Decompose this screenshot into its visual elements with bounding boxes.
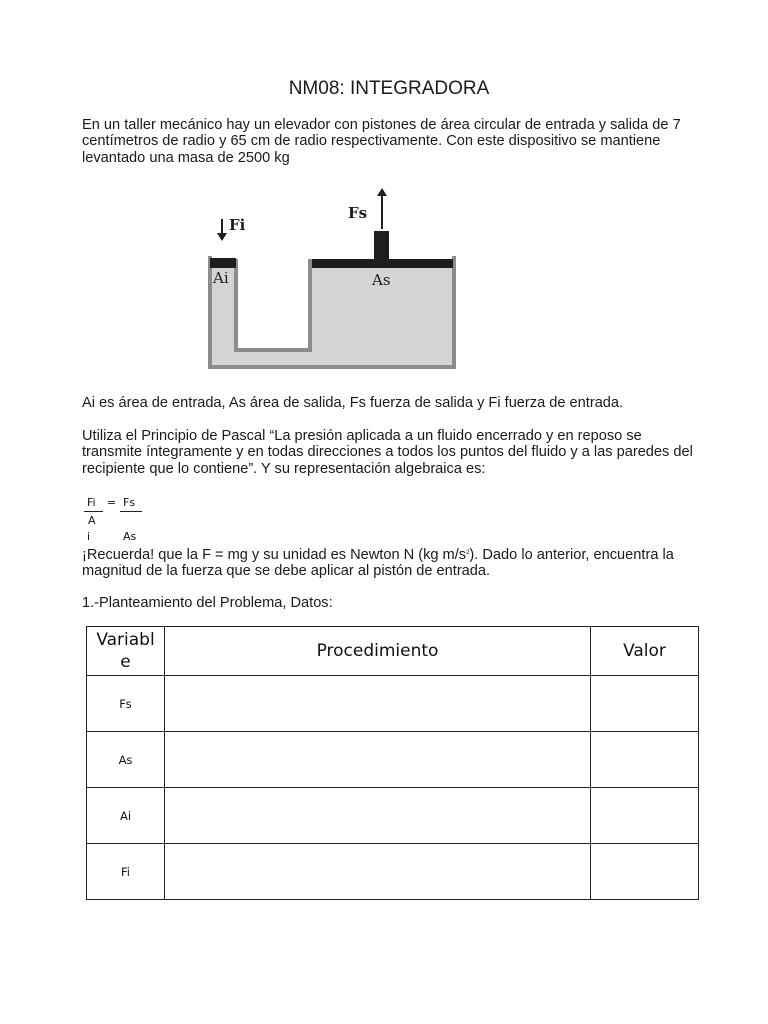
cell-procedimiento[interactable]	[165, 676, 591, 732]
pascal-principle: Utiliza el Principio de Pascal “La presión aplicada a un fluido encerrado y en reposo se transmite íntegramente y en todas direcciones a todos los puntos del fluido y a las paredes del recipiente que lo contiene”. Y su representación algebraica es:	[82, 428, 693, 477]
label-fs: Fs	[348, 204, 368, 222]
cell-procedimiento[interactable]	[165, 732, 591, 788]
problem-statement: En un taller mecánico hay un elevador con pistones de área circular de entrada y salida de 7 centímetros de radio y 65 cm de radio respectivamente. Con este dispositivo se mantiene levantado una masa de 2500 kg	[82, 117, 681, 166]
table-row	[87, 676, 699, 732]
input-force-arrowhead	[217, 233, 227, 241]
formula-fs: Fs	[123, 496, 136, 509]
cell-variable: As	[87, 732, 165, 788]
fraction-bar-right	[120, 511, 142, 512]
figure-legend: Ai es área de entrada, As área de salida, Fs fuerza de salida y Fi fuerza de entrada.	[82, 395, 624, 411]
reminder-text	[82, 545, 702, 580]
cell-valor[interactable]	[591, 788, 699, 844]
cell-variable: Ai	[87, 788, 165, 844]
header-variable: Variable	[87, 627, 165, 676]
formula-i: i	[87, 530, 91, 543]
input-piston	[210, 258, 236, 268]
formula-fi: Fi	[87, 496, 96, 509]
hydraulic-press-figure	[200, 182, 460, 377]
output-piston-rod	[374, 231, 389, 260]
cell-variable: Fs	[87, 676, 165, 732]
cell-procedimiento[interactable]	[165, 844, 591, 900]
label-ai: Ai	[213, 269, 229, 287]
header-valor: Valor	[591, 627, 699, 676]
cell-valor[interactable]	[591, 844, 699, 900]
table-row	[87, 788, 699, 844]
cell-procedimiento[interactable]	[165, 788, 591, 844]
data-table	[86, 626, 699, 900]
table-header-row	[87, 627, 699, 676]
page-title: NM08: INTEGRADORA	[288, 78, 490, 99]
header-procedimiento: Procedimiento	[165, 627, 591, 676]
cell-valor[interactable]	[591, 676, 699, 732]
cell-variable: Fi	[87, 844, 165, 900]
step-heading: 1.-Planteamiento del Problema, Datos:	[82, 595, 333, 611]
formula-a: A	[88, 514, 96, 527]
output-force-arrowhead	[377, 188, 387, 196]
formula-as: As	[123, 530, 137, 543]
formula-equals: =	[107, 496, 117, 509]
table-row	[87, 732, 699, 788]
output-piston	[312, 259, 453, 268]
label-as: As	[372, 271, 391, 289]
reminder-superscript: 2	[466, 550, 470, 556]
label-fi: Fi	[229, 216, 246, 234]
reminder-after: ). Dado lo anterior, encuentra la magnitud de la fuerza que se debe aplicar al pistón de entrada.	[82, 547, 674, 580]
cell-valor[interactable]	[591, 732, 699, 788]
fraction-bar-left	[84, 511, 103, 512]
reminder-before: ¡Recuerda! que la F = mg y su unidad es Newton N (kg m/s	[82, 547, 467, 563]
table-row	[87, 844, 699, 900]
